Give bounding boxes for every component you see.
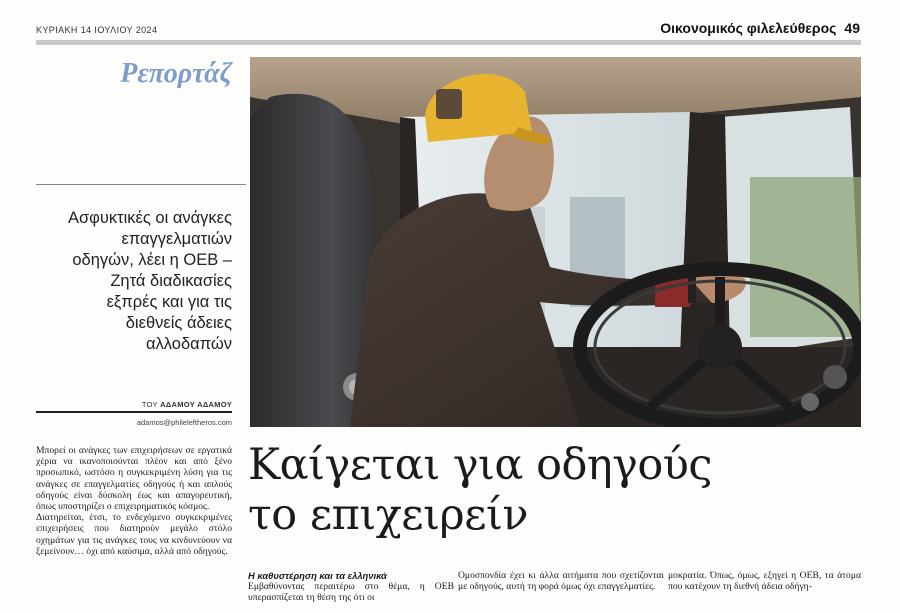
header-date: ΚΥΡΙΑΚΗ 14 ΙΟΥΛΙΟΥ 2024 (36, 25, 158, 35)
section-label: Ρεπορτάζ (120, 58, 232, 89)
column-2-text: Ομοσπονδία έχει κι άλλα αιτήματα που σχετίζονται με οδηγούς, αυτή τη φορά όμως όχι επαγγελματίες. (458, 570, 664, 593)
byline-prefix: ΤΟΥ (141, 400, 161, 409)
article-column-1 (248, 570, 454, 604)
headline-line-2: το επιχειρείν (248, 490, 528, 540)
sidebar-rule (36, 184, 246, 185)
masthead (660, 20, 860, 36)
headline (248, 440, 858, 540)
article-column-3 (668, 570, 861, 592)
article-deck: Ασφυκτικές οι ανάγκες επαγγελματιών οδηγών, λέει η ΟΕΒ – Ζητά διαδικασίες εξπρές και για τις διεθνείς άδειες αλλοδαπών (67, 209, 232, 353)
publication-name: Οικονομικός φιλελεύθερος (660, 20, 837, 36)
body-paragraph-2: Διατηρείται, έτσι, το ενδεχόμενο συγκεκριμένες επιχειρήσεις που διατηρούν μεγάλο στόλο οχημάτων για τις ανάγκες τους να κινδυνεύουν να ξεμείνουν… όχι από καύσιμα, αλλά από οδηγούς. (36, 512, 232, 557)
column-subhead: Η καθυστέρηση και τα ελληνικά (248, 570, 387, 581)
byline-author: ΑΔΑΜΟΥ ΑΔΑΜΟΥ (160, 400, 232, 409)
headline-line-1: Καίγεται για οδηγούς (248, 440, 712, 490)
truck-driver-illustration (250, 57, 861, 427)
byline-rule (36, 411, 232, 413)
body-paragraph-1: Μπορεί οι ανάγκες των επιχειρήσεων σε εργατικά χέρια να ικανοποιούνται πλέον και από ξένο προσωπικό, ωστόσο η συγκεκριμένη λύση για τις ανάγκες σε επαγγελματίες οδηγούς ή και απλούς οδηγούς είναι δύσκολη έως και απαγορευτική, όπως υποστηρίζει ο επιχειρηματικός κόσμος. (36, 445, 232, 513)
article-photo (250, 57, 861, 427)
byline (36, 400, 232, 409)
article-column-2 (458, 570, 664, 592)
column-1-text: Εμβαθύνοντας περαιτέρω στο θέμα, η ΟΕΒ υπερασπίζεται τη θέση της ότι οι (248, 581, 454, 604)
author-email[interactable]: adamos@phileleftheros.com (136, 418, 232, 427)
header-rule (36, 40, 861, 45)
page-number: 49 (844, 20, 860, 36)
column-3-text: μοκρατία. Όπως, όμως, εξηγεί η ΟΕΒ, τα άτομα που κατέχουν τη διεθνή άδεια οδήγη- (668, 570, 861, 593)
body-left-column (36, 445, 232, 557)
